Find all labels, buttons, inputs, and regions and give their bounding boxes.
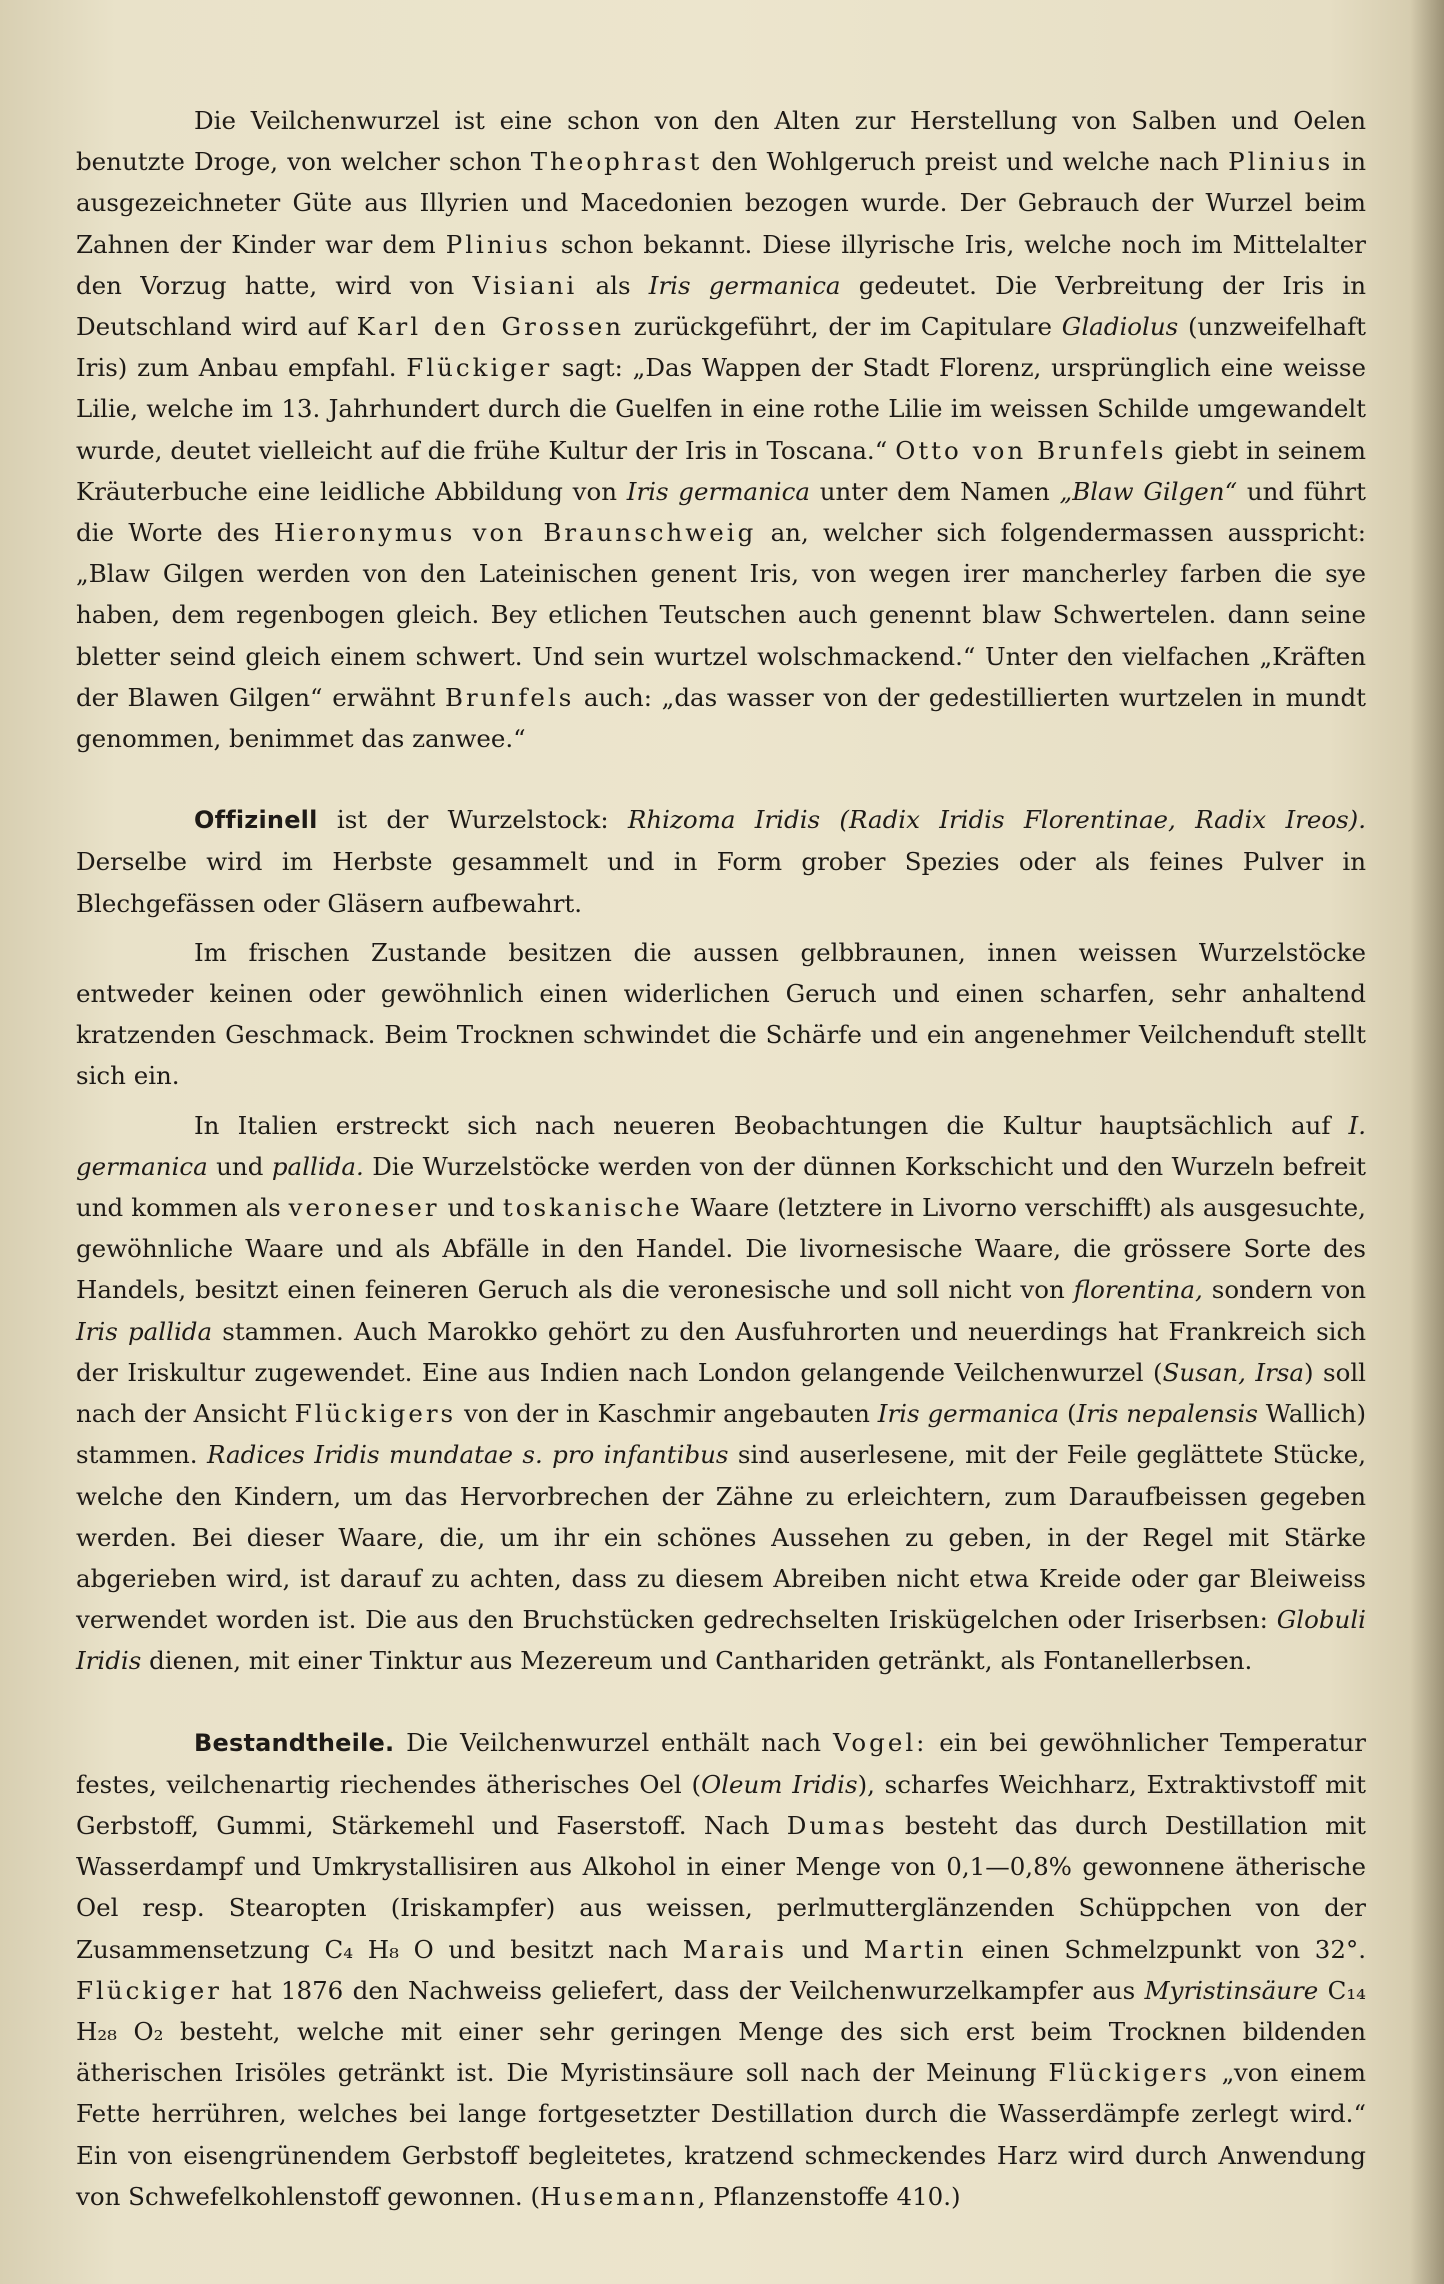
person-name: Flückiger xyxy=(406,353,553,383)
person-name: Vogel: xyxy=(832,1727,928,1757)
text-run: Die Wurzelstöcke werden von der dünnen Korkschicht und den Wurzeln befreit und kommen als xyxy=(76,1151,1366,1223)
paragraph-offizinell xyxy=(76,799,1366,924)
text-run: dienen, mit einer Tinktur aus Mezereum und Canthariden getränkt, als Fontanellerbsen. xyxy=(141,1646,1253,1676)
spacer xyxy=(76,1682,1366,1722)
text-run: Waare (letztere in Livorno verschifft) als ausgesuchte, gewöhnliche Waare und als Abfälle in den Handel. Die livornesische Waare, die grössere Sorte des Handels, besitzt einen feineren Geruch als die veronesische und soll nicht von xyxy=(76,1193,1366,1305)
text-run: ist der Wurzelstock: xyxy=(317,805,628,835)
species-name: Globuli Iridis xyxy=(76,1605,1366,1676)
text-run: ) soll nach der Ansicht xyxy=(76,1357,1367,1429)
text-run: an, welcher sich folgendermassen ausspricht: „Blaw Gilgen werden von den Lateinischen genent Iris, von wegen irer mancherley farben die sye haben, dem regenbogen gleich. Bey etlichen Teutschen auch genennt blaw Schwertelen. dann seine bletter seind gleich einem schwert. Und sein wurtzel wolschmackend.“ Unter den vielfachen „Kräften der Blawen Gilgen“ erwähnt xyxy=(76,518,1366,712)
text-run: ( xyxy=(1059,1399,1077,1429)
paragraph-history xyxy=(76,100,1366,759)
paragraph-italy xyxy=(76,1105,1366,1682)
text-run: und xyxy=(207,1151,272,1181)
text-run: und xyxy=(787,1934,864,1964)
spacer xyxy=(76,924,1366,932)
paragraph-bestandtheile xyxy=(76,1722,1366,2217)
species-name: Susan, Irsa xyxy=(1162,1357,1304,1387)
text-run: sagt: „Das Wappen der Stadt Florenz, ursprünglich eine weisse Lilie, welche im 13. Jahrhundert durch die Guelfen in eine rothe Lilie im weissen Schilde umgewandelt wurde, deutet vielleicht auf die frühe Kultur der Iris in Toscana.“ xyxy=(76,353,1366,465)
text-run: ein bei gewöhnlicher Temperatur festes, veilchenartig riechendes ätherisches Oel ( xyxy=(76,1727,1366,1799)
species-name: I. germanica xyxy=(76,1110,1366,1181)
text-run: (unzweifelhaft Iris) zum Anbau empfahl. xyxy=(76,312,1367,383)
text-run: einen Schmelzpunkt von 32°. xyxy=(966,1934,1366,1964)
person-name: Hieronymus von Braunschweig xyxy=(274,518,757,548)
text-run: giebt in seinem Kräuterbuche eine leidliche Abbildung von xyxy=(76,435,1366,506)
text-run: auch: „das wasser von der gedestillierten wurtzelen in mundt genommen, benimmet das zanwee.“ xyxy=(76,682,1366,754)
text-run: Wallich) stammen. xyxy=(76,1399,1367,1470)
text-run: und xyxy=(439,1193,503,1223)
spaced-term: toskanische xyxy=(502,1193,683,1223)
species-name: Rhizoma Iridis (Radix Iridis Florentinae, Radix Ireos). xyxy=(627,805,1367,835)
text-run: In Italien erstreckt sich nach neueren Beobachtungen die Kultur hauptsächlich auf xyxy=(194,1110,1349,1140)
person-name: Marais xyxy=(682,1934,788,1964)
person-name: Otto von Brunfels xyxy=(895,435,1167,465)
text-run: von der in Kaschmir angebauten xyxy=(456,1399,878,1429)
species-name: Iris germanica xyxy=(626,476,810,506)
person-name: Karl den Grossen xyxy=(356,312,625,342)
person-name: Husemann xyxy=(540,2181,698,2211)
text-run: als xyxy=(577,270,649,300)
species-name: florentina, xyxy=(1073,1275,1203,1305)
section-heading: Offizinell xyxy=(194,806,318,835)
text-run: den Wohlgeruch preist und welche nach xyxy=(702,147,1229,177)
text-run: sind auserlesene, mit der Feile geglättete Stücke, welche den Kindern, um das Hervorbrechen der Zähne zu erleichtern, zum Daraufbeissen gegeben werden. Bei dieser Waare, die, um ihr ein schönes Aussehen zu geben, in der Regel mit Stärke abgerieben wird, ist darauf zu achten, dass zu diesem Abreiben nicht etwa Kreide oder gar Bleiweiss verwendet worden ist. Die aus den Bruchstücken gedrechselten Iriskügelchen oder Iriserbsen: xyxy=(76,1440,1366,1635)
person-name: Theophrast xyxy=(530,147,703,177)
text-run: C₁₄ H₂₈ O₂ besteht, welche mit einer sehr geringen Menge des sich erst beim Trocknen bildenden ätherischen Irisöles getränkt ist. Die Myristinsäure soll nach der Meinung xyxy=(76,1975,1367,2088)
person-name: Dumas xyxy=(786,1810,888,1840)
spaced-term: veroneser xyxy=(288,1193,440,1223)
text-run: stammen. Auch Marokko gehört zu den Ausfuhrorten und neuerdings hat Frankreich sich der Iriskultur zugewendet. Eine aus Indien nach London gelangende Veilchenwurzel ( xyxy=(76,1316,1366,1387)
person-name: Flückiger xyxy=(76,1975,222,2005)
text-run: schon bekannt. Diese illyrische Iris, welche noch im Mittelalter den Vorzug hatte, wird von xyxy=(76,229,1366,300)
text-run: zurückgeführt, der im Capitulare xyxy=(624,312,1062,342)
species-name: pallida. xyxy=(271,1151,364,1181)
text-block xyxy=(76,100,1366,2217)
text-run: sondern von xyxy=(1202,1275,1366,1305)
person-name: Brunfels xyxy=(445,682,575,712)
person-name: Plinius xyxy=(1228,147,1334,177)
species-name: Radices Iridis mundatae s. pro infantibus xyxy=(206,1440,729,1470)
text-run: und führt die Worte des xyxy=(76,476,1366,548)
text-run: unter dem Namen xyxy=(809,476,1060,506)
text-run: „von einem Fette herrühren, welches bei lange fortgesetzter Destillation durch die Wasserdämpfe zerlegt wird.“ Ein von eisengrünendem Gerbstoff begleitetes, kratzend schmeckendes Harz wird durch Anwendung von Schwefelkohlenstoff gewonnen. ( xyxy=(76,2058,1366,2211)
text-run: Die Veilchenwurzel enthält nach xyxy=(394,1727,833,1757)
person-name: Flückigers xyxy=(294,1399,457,1429)
species-name: Iris nepalensis xyxy=(1076,1399,1258,1429)
person-name: Visiani xyxy=(472,270,578,300)
species-name: Iris pallida xyxy=(76,1316,213,1346)
text-run: , Pflanzenstoffe 410.) xyxy=(697,2181,961,2211)
text-run: gedeutet. Die Verbreitung der Iris in Deutschland wird auf xyxy=(76,270,1366,342)
person-name: Plinius xyxy=(445,229,551,259)
text-run: Derselbe wird im Herbste gesammelt und in Form grober Spezies oder als feines Pulver in Blechgefässen oder Gläsern aufbewahrt. xyxy=(76,847,1366,918)
text-run: besteht das durch Destillation mit Wasserdampf und Umkrystallisiren aus Alkohol in einer Menge von 0,1—0,8% gewonnene ätherische Oel resp. Stearopten (Iriskampfer) aus weissen, perlmutterglänzenden Schüppchen von der Zusammensetzung C₄ H₈ O und besitzt nach xyxy=(76,1810,1366,1964)
text-run: ), scharfes Weichharz, Extraktivstoff mit Gerbstoff, Gummi, Stärkemehl und Faserstoff. Nach xyxy=(76,1769,1366,1840)
text-run: hat 1876 den Nachweiss geliefert, dass der Veilchenwurzelkampfer aus xyxy=(221,1975,1145,2005)
paragraph-fresh-state: Im frischen Zustande besitzen die aussen gelbbraunen, innen weissen Wurzelstöcke entweder keinen oder gewöhnlich einen widerlichen Geruch und einen scharfen, sehr anhaltend kratzenden Geschmack. Beim Trocknen schwindet die Schärfe und ein angenehmer Veilchenduft stellt sich ein. xyxy=(76,937,1366,1091)
species-name: Myristinsäure xyxy=(1144,1975,1319,2005)
person-name: Martin xyxy=(863,1934,967,1964)
spacer xyxy=(76,1097,1366,1105)
text-run: Die Veilchenwurzel ist eine schon von den Alten zur Herstellung von Salben und Oelen benutzte Droge, von welcher schon xyxy=(76,106,1366,177)
species-name: Gladiolus xyxy=(1061,312,1179,342)
text-run: in ausgezeichneter Güte aus Illyrien und Macedonien bezogen wurde. Der Gebrauch der Wurzel beim Zahnen der Kinder war dem xyxy=(76,147,1366,259)
page-edge-shadow xyxy=(1410,0,1444,2284)
person-name: Flückigers xyxy=(1048,2058,1210,2088)
spacer xyxy=(76,759,1366,799)
section-heading: Bestandtheile. xyxy=(194,1728,395,1757)
species-name: „Blaw Gilgen“ xyxy=(1059,476,1238,506)
species-name: Oleum Iridis xyxy=(701,1769,858,1799)
species-name: Iris germanica xyxy=(877,1399,1060,1429)
species-name: Iris germanica xyxy=(648,270,841,300)
